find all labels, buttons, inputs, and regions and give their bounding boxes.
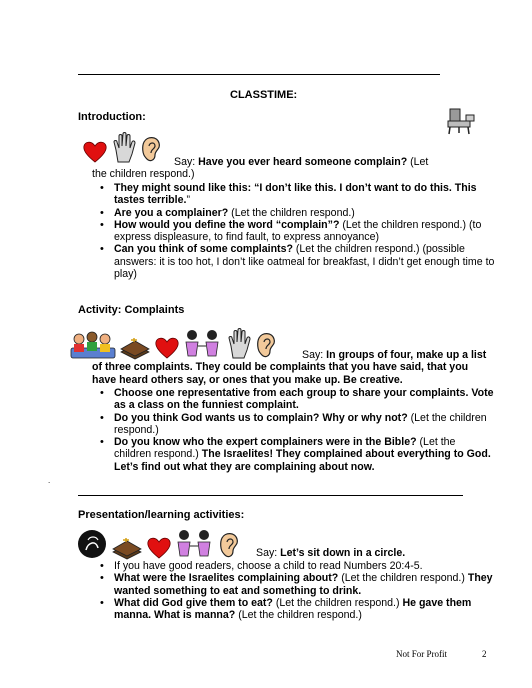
footer-text: Not For Profit: [396, 649, 448, 659]
list-item: [92, 182, 500, 207]
bullet-bold-text: Can you think of some complaints?: [114, 243, 293, 256]
bullet-text: If you have good readers, choose a child to read Numbers 20:4-5.: [114, 560, 423, 572]
kids-talking-icon: [175, 528, 215, 560]
intro-question: Have you ever heard someone complain?: [198, 156, 408, 168]
intro-heading: Introduction:: [78, 111, 146, 123]
page-title: CLASSTIME:: [230, 89, 298, 101]
presentation-instruction: Let’s sit down in a circle.: [280, 547, 406, 559]
bullet-text: (Let the children respond.) (to express displeasure, to find fault, to express annoyance): [114, 218, 482, 244]
stray-dot: .: [48, 476, 51, 485]
say-prefix: Say:: [302, 349, 327, 361]
intro-say: [92, 156, 432, 181]
bullet-bold-text: Do you know who the expert complainers were in the Bible?: [114, 436, 417, 449]
ear-icon: [218, 530, 240, 560]
bullet-bold-text: They might sound like this: “I don’t like this. I don’t want to do this. This tastes terrible.: [114, 182, 477, 207]
list-item: [92, 436, 494, 473]
bullet-bold-text: Do you think God wants us to complain? Why or why not?: [114, 411, 408, 424]
activity-say: [92, 349, 492, 386]
bullet-bold-text: What were the Israelites complaining about?: [114, 572, 339, 585]
chair-icon: [444, 107, 478, 135]
bullet-text: (Let the children respond.): [114, 411, 487, 436]
bullet-bold-text: The Israelites! They complained about everything to God. Let’s find out what they are complaining about now.: [114, 448, 491, 473]
bullet-text: ”: [186, 194, 190, 207]
bullet-bold-text: They wanted something to eat and something to drink.: [114, 572, 493, 597]
bullet-bold-text: How would you define the word “complain”?: [114, 218, 340, 231]
activity-bullet-list: [92, 387, 494, 473]
bullet-bold-text: He gave them manna. What is manna?: [114, 596, 472, 622]
list-item: [92, 207, 500, 219]
list-item: [92, 387, 494, 412]
list-item: [92, 597, 494, 622]
activity-heading: Activity: Complaints: [78, 304, 185, 316]
say-prefix: Say:: [256, 547, 281, 559]
heart-icon: [146, 536, 172, 560]
praying-head-icon: [76, 528, 108, 560]
intro-question-note: (Let the children respond.): [92, 156, 429, 181]
bullet-text: (Let the children respond.) (possible answers: it is too hot, I don’t like oatmeal for breakfast, I didn’t get enough time to play): [114, 243, 495, 281]
presentation-icon-row: [76, 526, 240, 560]
top-rule: [78, 74, 440, 75]
bullet-text: (Let the children respond.): [338, 572, 468, 585]
say-prefix: Say:: [174, 156, 199, 168]
activity-instruction: In groups of four, make up a list of three complaints. They could be complaints that you have said, that you have heard others say, or ones that you make up. Be creative.: [92, 349, 487, 386]
list-item: [92, 412, 494, 437]
bullet-text: (Let the children respond.): [114, 436, 456, 461]
bullet-bold-text: Choose one representative from each group to share your complaints. Vote as a class on the funniest complaint.: [114, 387, 494, 412]
section-rule: [78, 495, 463, 496]
intro-bullet-list: [92, 182, 500, 280]
list-item: [92, 572, 494, 597]
bullet-text: (Let the children respond.): [272, 596, 403, 609]
bullet-text: (Let the children respond.): [235, 609, 362, 622]
presentation-heading: Presentation/learning activities:: [78, 509, 245, 521]
bullet-text: (Let the children respond.): [228, 206, 355, 219]
list-item: [92, 219, 500, 244]
presentation-say: [256, 547, 486, 559]
page-number: 2: [482, 649, 487, 659]
bullet-bold-text: Are you a complainer?: [114, 206, 229, 219]
presentation-bullet-list: [92, 560, 494, 621]
list-item: [92, 243, 500, 280]
list-item: [92, 560, 494, 572]
bible-icon: [111, 534, 143, 560]
bullet-bold-text: What did God give them to eat?: [114, 596, 273, 609]
